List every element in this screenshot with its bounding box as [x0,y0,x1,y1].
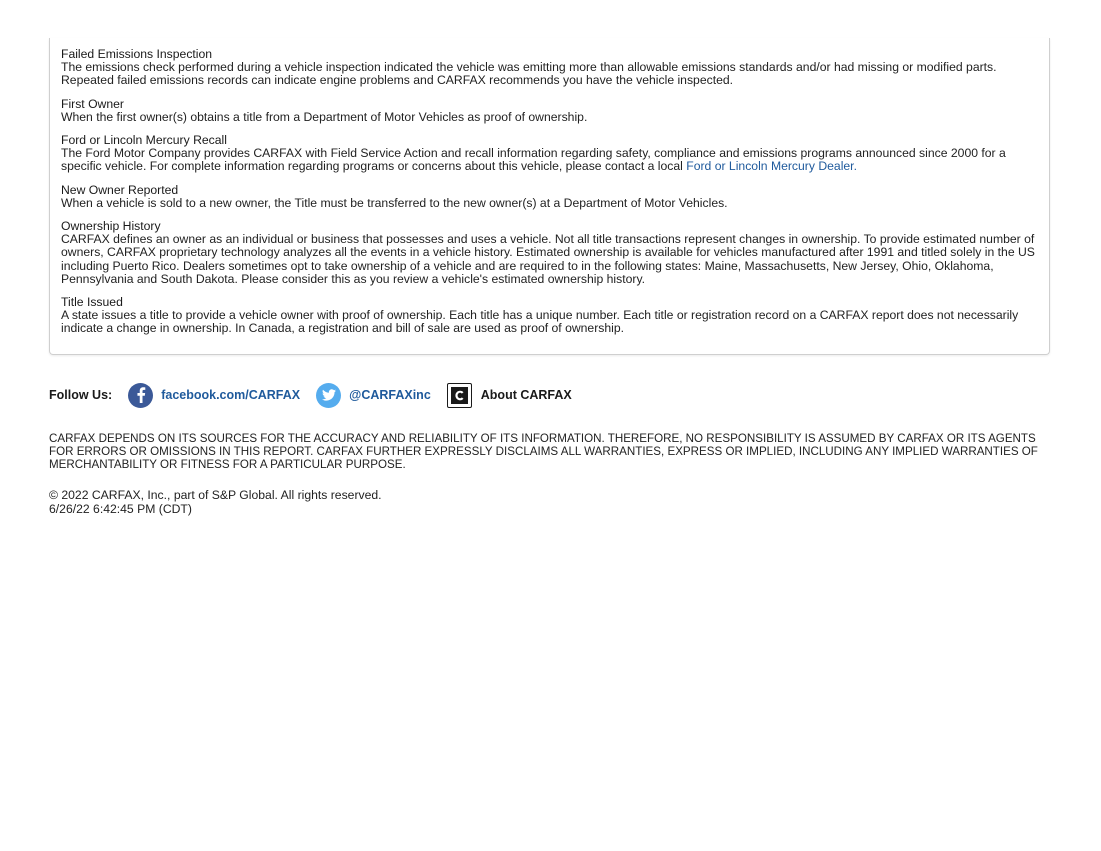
about-carfax-label: About CARFAX [480,388,572,402]
twitter-icon [316,383,341,408]
twitter-link-label: @CARFAXinc [349,388,431,402]
term-description: The Ford Motor Company provides CARFAX with Field Service Action and recall information regarding safety, compliance and emissions programs announced since 2000 for a specific vehicle. For complete information regarding programs or concerns about this vehicle, please contact a local [61,146,1006,174]
term-description: A state issues a title to provide a vehicle owner with proof of ownership. Each title has a unique number. Each title or registration record on a CARFAX report does not necessarily indicate a change in ownership. In Canada, a registration and bill of sale are used as proof of ownership. [61,308,1019,336]
term-description: When the first owner(s) obtains a title from a Department of Motor Vehicles as proof of ownership. [61,109,588,124]
term-description: When a vehicle is sold to a new owner, the Title must be transferred to the new owner(s) at a Department of Motor Vehicles. [61,195,728,210]
glossary-term-failed-emissions [61,48,1038,88]
term-description-wrapper [61,147,1038,173]
term-description: The emissions check performed during a vehicle inspection indicated the vehicle was emitting more than allowable emissions standards and/or had missing or modified parts. Repeated failed emissions records can indicate engine problems and CARFAX recommends you have the vehicle inspected. [61,60,997,88]
copyright-text: © 2022 CARFAX, Inc., part of S&P Global. All rights reserved. [49,488,382,502]
term-description: CARFAX defines an owner as an individual or business that possesses and uses a vehicle. Not all title transactions represent changes in ownership. To provide estimated number of owners, CARFAX proprietary technology analyzes all the events in a vehicle history. Estimated ownership is available for vehicles manufactured after 1991 and titled solely in the US including Puerto Rico. Dealers sometimes opt to take ownership of a vehicle and are required to in the following states: Maine, Massachusetts, New Jersey, Ohio, Oklahoma, Pennsylvania and South Dakota. Please consider this as you review a vehicle's estimated ownership history. [61,232,1035,286]
glossary-term-ownership-history [61,220,1038,286]
facebook-link[interactable] [128,383,300,408]
social-links-row [49,380,588,410]
term-title: First Owner [61,96,124,111]
term-title: New Owner Reported [61,182,179,197]
glossary-term-ford-recall [61,134,1038,174]
term-title: Title Issued [61,295,123,310]
twitter-link[interactable] [316,383,431,408]
ford-dealer-link[interactable]: Ford or Lincoln Mercury Dealer. [686,159,857,174]
glossary-term-new-owner [61,184,1038,210]
follow-us-label: Follow Us: [49,388,113,402]
facebook-link-label: facebook.com/CARFAX [161,388,301,402]
term-title: Ford or Lincoln Mercury Recall [61,133,227,148]
footer-copyright [49,489,382,516]
facebook-icon [128,383,153,408]
carfax-logo-icon [447,383,472,408]
term-title: Failed Emissions Inspection [61,47,213,61]
glossary-panel [49,38,1050,355]
legal-disclaimer: CARFAX DEPENDS ON ITS SOURCES FOR THE ACCURACY AND RELIABILITY OF ITS INFORMATION. THEREFORE, NO RESPONSIBILITY IS ASSUMED BY CARFAX OR ITS AGENTS FOR ERRORS OR OMISSIONS IN THIS REPORT. CARFAX FURTHER EXPRESSLY DISCLAIMS ALL WARRANTIES, EXPRESS OR IMPLIED, INCLUDING ANY IMPLIED WARRANTIES OF MERCHANTABILITY OR FITNESS FOR A PARTICULAR PURPOSE. [49,432,1038,471]
report-timestamp: 6/26/22 6:42:45 PM (CDT) [49,501,192,516]
glossary-term-first-owner [61,98,1038,124]
term-title: Ownership History [61,219,161,234]
glossary-term-title-issued [61,296,1038,336]
about-carfax-link[interactable] [447,383,572,408]
